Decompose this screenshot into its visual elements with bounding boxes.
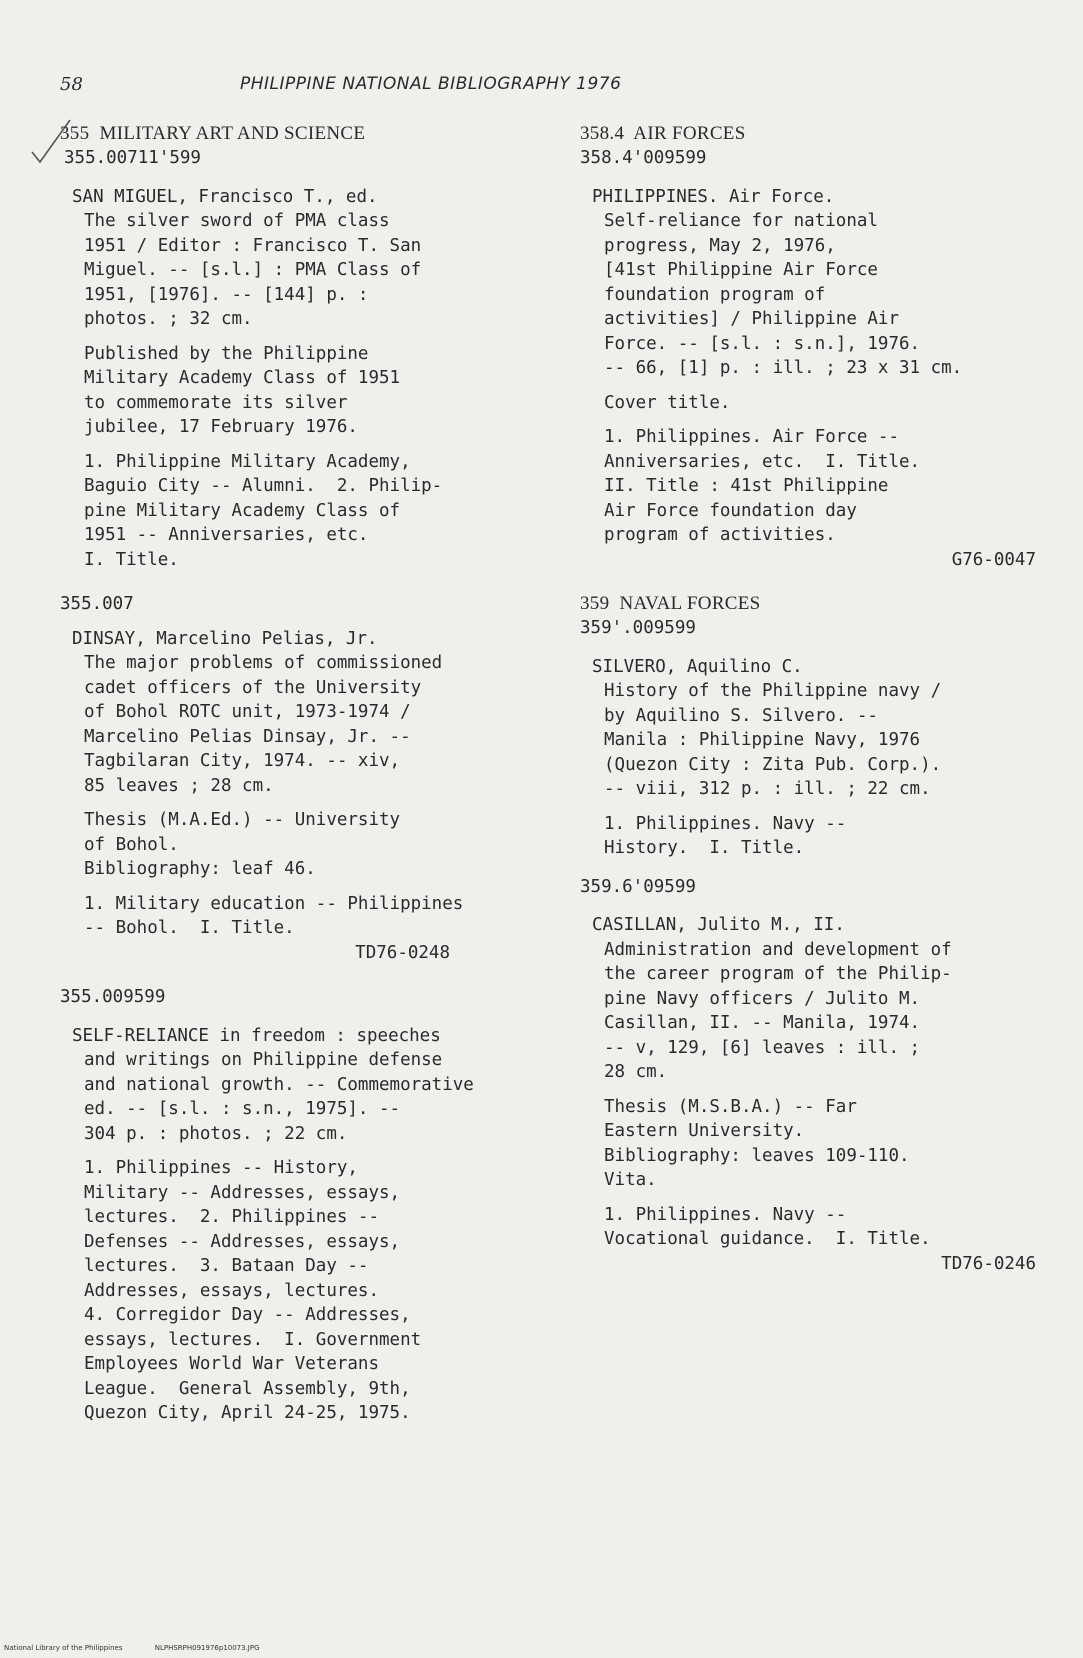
entry-line: and writings on Philippine defense xyxy=(84,1050,443,1070)
entry-tracing: lectures. 3. Bataan Day -- xyxy=(84,1256,369,1276)
right-column xyxy=(580,122,1040,1276)
class-number: 358.4'009599 xyxy=(580,148,707,168)
entry-note: Cover title. xyxy=(604,392,731,413)
entry-tracing: Quezon City, April 24-25, 1975. xyxy=(84,1403,411,1423)
entry-tracing: 1951 -- Anniversaries, etc. xyxy=(84,525,369,545)
section-heading-358-4: 358.4 AIR FORCES xyxy=(580,123,746,144)
entry-line: cadet officers of the University xyxy=(84,677,422,698)
entry-line: The major problems of commissioned xyxy=(84,653,443,673)
entry-line: History of the Philippine navy / xyxy=(604,681,942,701)
section-heading-359: 359 NAVAL FORCES xyxy=(580,593,761,614)
entry-note: Vita. xyxy=(604,1170,657,1190)
entry-line: Force. -- [s.l. : s.n.], 1976. xyxy=(604,333,921,354)
entry-tracing: 1. Philippines -- History, xyxy=(84,1158,358,1178)
entry-main-heading: DINSAY, Marcelino Pelias, Jr. xyxy=(72,628,378,649)
entry-tracing: 1. Philippines. Air Force -- xyxy=(604,427,900,447)
class-number: 359.6'09599 xyxy=(580,876,696,897)
entry-tracing: 4. Corregidor Day -- Addresses, xyxy=(84,1305,411,1325)
entry-line: The silver sword of PMA class xyxy=(84,211,390,231)
entry-tracing: pine Military Academy Class of xyxy=(84,500,401,521)
entry-main-heading: CASILLAN, Julito M., II. xyxy=(592,915,845,935)
footer-file-id: NLPHSRPH091976p10073.JPG xyxy=(154,1644,260,1652)
entry-note: Thesis (M.A.Ed.) -- University xyxy=(84,810,401,830)
entry-note: Bibliography: leaf 46. xyxy=(84,859,316,879)
entry-tracing: Military -- Addresses, essays, xyxy=(84,1182,401,1203)
entry-tracing: Air Force foundation day xyxy=(604,500,857,521)
entry-tracing: League. General Assembly, 9th, xyxy=(84,1378,411,1399)
entry-tracing: 1. Philippines. Navy -- xyxy=(604,1204,847,1225)
left-column xyxy=(60,122,520,1426)
entry-tracing: Employees World War Veterans xyxy=(84,1354,380,1374)
entry-main-heading: SILVERO, Aquilino C. xyxy=(592,656,803,677)
control-number: G76-0047 xyxy=(951,549,1036,570)
entry-note: Bibliography: leaves 109-110. xyxy=(604,1145,910,1166)
footer-library: National Library of the Philippines xyxy=(4,1644,123,1652)
control-number: TD76-0246 xyxy=(941,1253,1036,1274)
entry-line: photos. ; 32 cm. xyxy=(84,309,253,329)
entry-line: and national growth. -- Commemorative xyxy=(84,1074,474,1095)
entry-tracing: program of activities. xyxy=(604,525,836,545)
entry-note: Military Academy Class of 1951 xyxy=(84,368,401,388)
entry-line: the career program of the Philip- xyxy=(604,964,952,984)
entry-tracing: 1. Military education -- Philippines xyxy=(84,893,464,914)
entry-line: 1951, [1976]. -- [144] p. : xyxy=(84,284,369,305)
entry-line: 28 cm. xyxy=(604,1062,668,1082)
entry-line: Tagbilaran City, 1974. -- xiv, xyxy=(84,751,401,771)
entry-line: Administration and development of xyxy=(604,939,952,960)
entry-line: foundation program of xyxy=(604,284,826,305)
entry-line: ed. -- [s.l. : s.n., 1975]. -- xyxy=(84,1099,401,1119)
entry-dinsay xyxy=(60,627,520,966)
entry-tracing: Defenses -- Addresses, essays, xyxy=(84,1231,401,1252)
entry-tracing: 1. Philippines. Navy -- xyxy=(604,813,847,834)
class-number: 355.009599 xyxy=(60,987,166,1007)
entry-line: 304 p. : photos. ; 22 cm. xyxy=(84,1123,348,1144)
entry-main-heading: PHILIPPINES. Air Force. xyxy=(592,186,835,207)
entry-san-miguel xyxy=(60,185,520,573)
entry-self-reliance xyxy=(60,1024,520,1426)
entry-line: 1951 / Editor : Francisco T. San xyxy=(84,235,422,256)
entry-note: jubilee, 17 February 1976. xyxy=(84,417,358,437)
entry-tracing: II. Title : 41st Philippine xyxy=(604,476,889,496)
entry-note: of Bohol. xyxy=(84,834,179,855)
entry-line: -- viii, 312 p. : ill. ; 22 cm. xyxy=(604,779,931,799)
entry-line: activities] / Philippine Air xyxy=(604,309,900,329)
entry-line: Manila : Philippine Navy, 1976 xyxy=(604,730,921,750)
entry-line: Casillan, II. -- Manila, 1974. xyxy=(604,1013,921,1033)
entry-tracing: 1. Philippine Military Academy, xyxy=(84,451,411,472)
class-number: 355.007 xyxy=(60,594,134,614)
class-number: 355.00711'599 xyxy=(64,148,201,168)
entry-silvero xyxy=(580,655,1040,861)
entry-main-heading: SAN MIGUEL, Francisco T., ed. xyxy=(72,186,378,207)
entry-line: pine Navy officers / Julito M. xyxy=(604,988,921,1009)
entry-tracing: essays, lectures. I. Government xyxy=(84,1329,422,1350)
entry-line: Self-reliance for national xyxy=(604,211,878,231)
entry-line: Marcelino Pelias Dinsay, Jr. -- xyxy=(84,726,411,747)
running-title: PHILIPPINE NATIONAL BIBLIOGRAPHY 1976 xyxy=(240,74,622,94)
section-heading-355: 355 MILITARY ART AND SCIENCE xyxy=(60,123,366,144)
page-number: 58 xyxy=(60,74,83,95)
entry-casillan xyxy=(580,913,1040,1276)
entry-tracing: -- Bohol. I. Title. xyxy=(84,918,295,938)
entry-line: of Bohol ROTC unit, 1973-1974 / xyxy=(84,702,411,722)
entry-line: Miguel. -- [s.l.] : PMA Class of xyxy=(84,260,422,280)
entry-tracing: Baguio City -- Alumni. 2. Philip- xyxy=(84,476,443,496)
entry-note: Published by the Philippine xyxy=(84,343,369,364)
entry-tracing: Vocational guidance. I. Title. xyxy=(604,1229,931,1249)
entry-tracing: Anniversaries, etc. I. Title. xyxy=(604,451,921,472)
entry-note: to commemorate its silver xyxy=(84,392,348,413)
scan-footer xyxy=(4,1644,290,1652)
entry-tracing: Addresses, essays, lectures. xyxy=(84,1280,380,1301)
entry-line: by Aquilino S. Silvero. -- xyxy=(604,705,878,726)
entry-tracing: I. Title. xyxy=(84,549,179,570)
entry-line: [41st Philippine Air Force xyxy=(604,260,878,280)
entry-philippines-air-force xyxy=(580,185,1040,573)
class-number: 359'.009599 xyxy=(580,618,696,638)
entry-line: 85 leaves ; 28 cm. xyxy=(84,775,274,796)
entry-note: Thesis (M.S.B.A.) -- Far xyxy=(604,1096,857,1117)
entry-line: progress, May 2, 1976, xyxy=(604,235,836,256)
entry-line: -- v, 129, [6] leaves : ill. ; xyxy=(604,1037,921,1058)
entry-tracing: lectures. 2. Philippines -- xyxy=(84,1207,380,1227)
entry-note: Eastern University. xyxy=(604,1121,805,1141)
entry-line: -- 66, [1] p. : ill. ; 23 x 31 cm. xyxy=(604,358,963,378)
entry-tracing: History. I. Title. xyxy=(604,838,805,858)
entry-main-heading: SELF-RELIANCE in freedom : speeches xyxy=(72,1025,441,1046)
control-number: TD76-0248 xyxy=(355,942,450,963)
entry-line: (Quezon City : Zita Pub. Corp.). xyxy=(604,754,942,775)
